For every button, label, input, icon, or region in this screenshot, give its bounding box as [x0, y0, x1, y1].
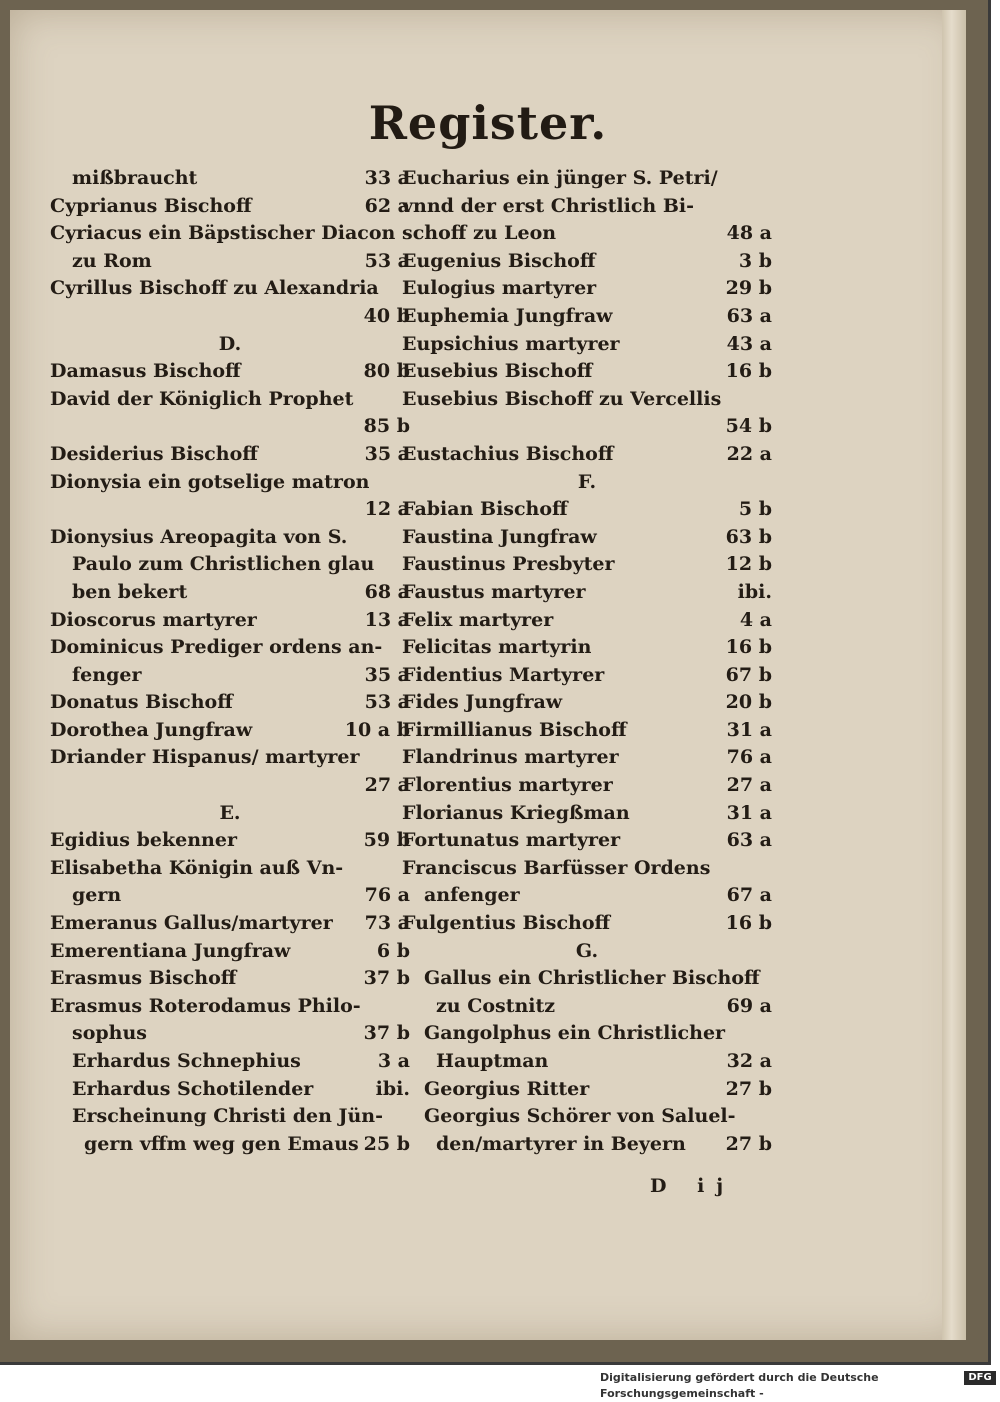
entry-folio: 37 b	[363, 1022, 410, 1045]
register-entry	[402, 634, 772, 662]
register-entry	[402, 1076, 772, 1104]
register-entry	[402, 496, 772, 524]
entry-text: Eulogius martyrer	[402, 277, 597, 300]
register-column-right	[402, 165, 772, 1205]
entry-text: Georgius Schörer von Saluel-	[424, 1105, 736, 1128]
entry-text: Dionysius Areopagita von S.	[50, 525, 348, 548]
entry-text: Fortunatus martyrer	[402, 829, 621, 852]
entry-folio: 35 a	[364, 663, 410, 686]
register-entry	[402, 524, 772, 552]
register-entry	[402, 965, 772, 993]
entry-text: Erasmus Roterodamus Philo-	[50, 994, 361, 1017]
entry-text: Emeranus Gallus/martyrer	[50, 912, 333, 935]
entry-text: E.	[219, 801, 241, 824]
entry-text: Paulo zum Christlichen glau	[72, 553, 375, 576]
register-entry	[50, 413, 410, 441]
entry-folio: 10 a b	[344, 718, 410, 741]
register-entry	[50, 358, 410, 386]
entry-folio: 43 a	[726, 332, 772, 355]
section-letter	[50, 331, 410, 359]
signature-mark: D ij	[650, 1175, 736, 1197]
register-entry	[402, 800, 772, 828]
register-entry	[402, 193, 772, 221]
entry-text: Driander Hispanus/ martyrer	[50, 746, 360, 769]
entry-text: den/martyrer in Beyern	[436, 1132, 686, 1155]
register-entry	[402, 607, 772, 635]
register-entry	[402, 579, 772, 607]
entry-text: D.	[218, 332, 242, 355]
entry-text: ben bekert	[72, 580, 188, 603]
entry-text: Dioscorus martyrer	[50, 608, 257, 631]
register-entry	[50, 607, 410, 635]
register-entry	[50, 965, 410, 993]
entry-text: Cyrillus Bischoff zu Alexandria	[50, 277, 379, 300]
entry-text: Donatus Bischoff	[50, 691, 233, 714]
entry-text: G.	[575, 939, 599, 962]
entry-folio: 16 b	[725, 636, 772, 659]
entry-text: David der Königlich Prophet	[50, 387, 354, 410]
register-entry	[50, 220, 410, 248]
entry-text: Firmillianus Bischoff	[402, 718, 627, 741]
register-entry	[50, 744, 410, 772]
register-entry	[402, 1020, 772, 1048]
entry-folio: 27 a	[726, 774, 772, 797]
entry-text: Faustus martyrer	[402, 580, 586, 603]
entry-text: gern vffm weg gen Emaus	[84, 1132, 359, 1155]
entry-folio: 59 b	[363, 829, 410, 852]
section-letter	[402, 938, 772, 966]
register-entry	[50, 993, 410, 1021]
entry-folio: 31 a	[726, 801, 772, 824]
entry-folio: 63 a	[726, 829, 772, 852]
entry-text: Erscheinung Christi den Jün-	[72, 1105, 383, 1128]
entry-text: Faustina Jungfraw	[402, 525, 597, 548]
entry-folio: 16 b	[725, 360, 772, 383]
entry-text: Faustinus Presbyter	[402, 553, 615, 576]
entry-folio: 53 a	[364, 691, 410, 714]
register-entry	[50, 882, 410, 910]
entry-folio: 3 b	[738, 249, 772, 272]
section-letter	[50, 800, 410, 828]
entry-folio: 33 a	[364, 167, 410, 189]
register-entry	[50, 772, 410, 800]
register-entry	[402, 689, 772, 717]
entry-folio: 16 b	[725, 912, 772, 935]
entry-text: zu Rom	[72, 249, 152, 272]
register-entry	[402, 855, 772, 883]
register-entry	[50, 689, 410, 717]
entry-folio: 27 b	[725, 1077, 772, 1100]
entry-text: Elisabetha Königin auß Vn-	[50, 856, 344, 879]
register-entry	[50, 303, 410, 331]
register-entry	[402, 248, 772, 276]
entry-folio: 12 b	[725, 553, 772, 576]
entry-text: gern	[72, 884, 122, 907]
register-entry	[402, 551, 772, 579]
register-entry	[50, 855, 410, 883]
section-letter	[402, 469, 772, 497]
register-entry	[50, 441, 410, 469]
register-entry	[50, 717, 410, 745]
entry-folio: 27 b	[725, 1132, 772, 1155]
entry-folio: 12 a	[364, 498, 410, 521]
register-entry	[402, 303, 772, 331]
entry-text: F.	[577, 470, 597, 493]
register-entry	[402, 744, 772, 772]
entry-folio: 69 a	[726, 994, 772, 1017]
register-entry	[402, 1103, 772, 1131]
entry-folio: 20 b	[725, 691, 772, 714]
entry-text: Erhardus Schnephius	[72, 1050, 301, 1072]
entry-text: Hauptman	[436, 1050, 549, 1072]
entry-text: fenger	[72, 663, 142, 686]
entry-text: schoff zu Leon	[402, 222, 557, 245]
entry-text: Eusebius Bischoff	[402, 360, 593, 383]
entry-text: Eucharius ein jünger S. Petri/	[402, 167, 718, 189]
entry-text: Egidius bekenner	[50, 829, 237, 852]
entry-folio: 6 b	[376, 939, 410, 962]
register-entry	[402, 910, 772, 938]
entry-text: Euphemia Jungfraw	[402, 304, 613, 327]
register-entry	[402, 1131, 772, 1159]
entry-folio: 29 b	[725, 277, 772, 300]
entry-text: Franciscus Barfüsser Ordens	[402, 856, 711, 879]
register-entry	[402, 882, 772, 910]
entry-folio: 63 b	[725, 525, 772, 548]
register-entry	[50, 275, 410, 303]
entry-text: Felicitas martyrin	[402, 636, 592, 659]
entry-folio: 63 a	[726, 304, 772, 327]
entry-folio: ibi.	[375, 1077, 410, 1100]
register-entry	[402, 993, 772, 1021]
entry-text: Gangolphus ein Christlicher	[424, 1022, 726, 1045]
entry-text: Fulgentius Bischoff	[402, 912, 611, 935]
register-entry	[50, 1103, 410, 1131]
register-entry	[50, 551, 410, 579]
register-entry	[402, 275, 772, 303]
entry-folio: 80 b	[363, 360, 410, 383]
footer-credit: Digitalisierung gefördert durch die Deutsche Forschungsgemeinschaft -	[600, 1371, 879, 1400]
entry-text: Dominicus Prediger ordens an-	[50, 636, 383, 659]
entry-text: Eusebius Bischoff zu Vercellis	[402, 387, 722, 410]
page-title: Register.	[368, 96, 608, 150]
entry-text: Fides Jungfraw	[402, 691, 563, 714]
register-entry	[402, 441, 772, 469]
entry-folio: 40 b	[363, 304, 410, 327]
register-entry	[50, 469, 410, 497]
entry-folio: 62 a	[364, 194, 410, 217]
entry-text: Cyriacus ein Bäpstischer Diacon	[50, 222, 396, 245]
entry-folio: 27 a	[364, 774, 410, 797]
register-entry	[50, 496, 410, 524]
register-entry	[50, 938, 410, 966]
register-entry	[50, 248, 410, 276]
register-entry	[50, 634, 410, 662]
entry-folio: 37 b	[363, 967, 410, 990]
entry-folio: 85 b	[363, 415, 410, 438]
entry-folio: 67 b	[725, 663, 772, 686]
entry-text: Dionysia ein gotselige matron	[50, 470, 370, 493]
register-entry	[50, 1048, 410, 1076]
register-entry	[50, 827, 410, 855]
book-page	[10, 10, 966, 1340]
entry-text: Cyprianus Bischoff	[50, 194, 252, 217]
entry-text: Flandrinus martyrer	[402, 746, 619, 769]
register-entry	[50, 165, 410, 193]
register-entry	[50, 1076, 410, 1104]
entry-text: Emerentiana Jungfraw	[50, 939, 291, 962]
entry-text: Eustachius Bischoff	[402, 442, 614, 465]
entry-text: Florentius martyrer	[402, 774, 613, 797]
register-entry	[50, 910, 410, 938]
register-entry	[402, 717, 772, 745]
entry-folio: 68 a	[364, 580, 410, 603]
register-entry	[402, 386, 772, 414]
register-entry	[50, 1131, 410, 1159]
register-entry	[402, 413, 772, 441]
entry-text: Erasmus Bischoff	[50, 967, 237, 990]
register-entry	[402, 827, 772, 855]
register-entry	[50, 1020, 410, 1048]
register-entry	[50, 524, 410, 552]
dfg-logo: DFG	[964, 1371, 996, 1385]
page-edge	[942, 10, 966, 1340]
register-entry	[402, 165, 772, 193]
register-entry	[402, 1048, 772, 1076]
entry-folio: 5 b	[738, 498, 772, 521]
entry-folio: 48 a	[726, 222, 772, 245]
entry-folio: 76 a	[726, 746, 772, 769]
entry-text: zu Costnitz	[436, 994, 556, 1017]
entry-text: vnnd der erst Christlich Bi-	[402, 194, 694, 217]
entry-text: Erhardus Schotilender	[72, 1077, 314, 1100]
entry-text: Fabian Bischoff	[402, 498, 568, 521]
register-entry	[402, 358, 772, 386]
entry-folio: 3 a	[377, 1050, 410, 1072]
register-entry	[50, 662, 410, 690]
register-column-left	[50, 165, 410, 1205]
entry-folio: ibi.	[737, 580, 772, 603]
entry-text: Desiderius Bischoff	[50, 442, 258, 465]
entry-text: Felix martyrer	[402, 608, 554, 631]
entry-folio: 31 a	[726, 718, 772, 741]
entry-folio: 73 a	[364, 912, 410, 935]
entry-folio: 4 a	[739, 608, 772, 631]
entry-folio: 35 a	[364, 442, 410, 465]
entry-folio: 53 a	[364, 249, 410, 272]
entry-text: Florianus Kriegßman	[402, 801, 630, 824]
entry-text: anfenger	[424, 884, 520, 907]
entry-text: Eupsichius martyrer	[402, 332, 620, 355]
register-entry	[402, 662, 772, 690]
register-entry	[50, 193, 410, 221]
entry-text: sophus	[72, 1022, 147, 1045]
entry-folio: 54 b	[725, 415, 772, 438]
entry-text: Gallus ein Christlicher Bischoff	[424, 967, 760, 990]
entry-folio: 22 a	[726, 442, 772, 465]
entry-text: Damasus Bischoff	[50, 360, 241, 383]
register-entry	[402, 331, 772, 359]
entry-folio: 67 a	[726, 884, 772, 907]
entry-text: Fidentius Martyrer	[402, 663, 605, 686]
entry-folio: 32 a	[726, 1050, 772, 1072]
entry-folio: 13 a	[364, 608, 410, 631]
entry-text: mißbraucht	[72, 167, 198, 189]
register-entry	[402, 772, 772, 800]
register-entry	[50, 386, 410, 414]
entry-text: Eugenius Bischoff	[402, 249, 596, 272]
register-entry	[50, 579, 410, 607]
register-entry	[402, 220, 772, 248]
entry-text: Georgius Ritter	[424, 1077, 590, 1100]
entry-folio: 25 b	[363, 1132, 410, 1155]
entry-folio: 76 a	[364, 884, 410, 907]
entry-text: Dorothea Jungfraw	[50, 718, 253, 741]
